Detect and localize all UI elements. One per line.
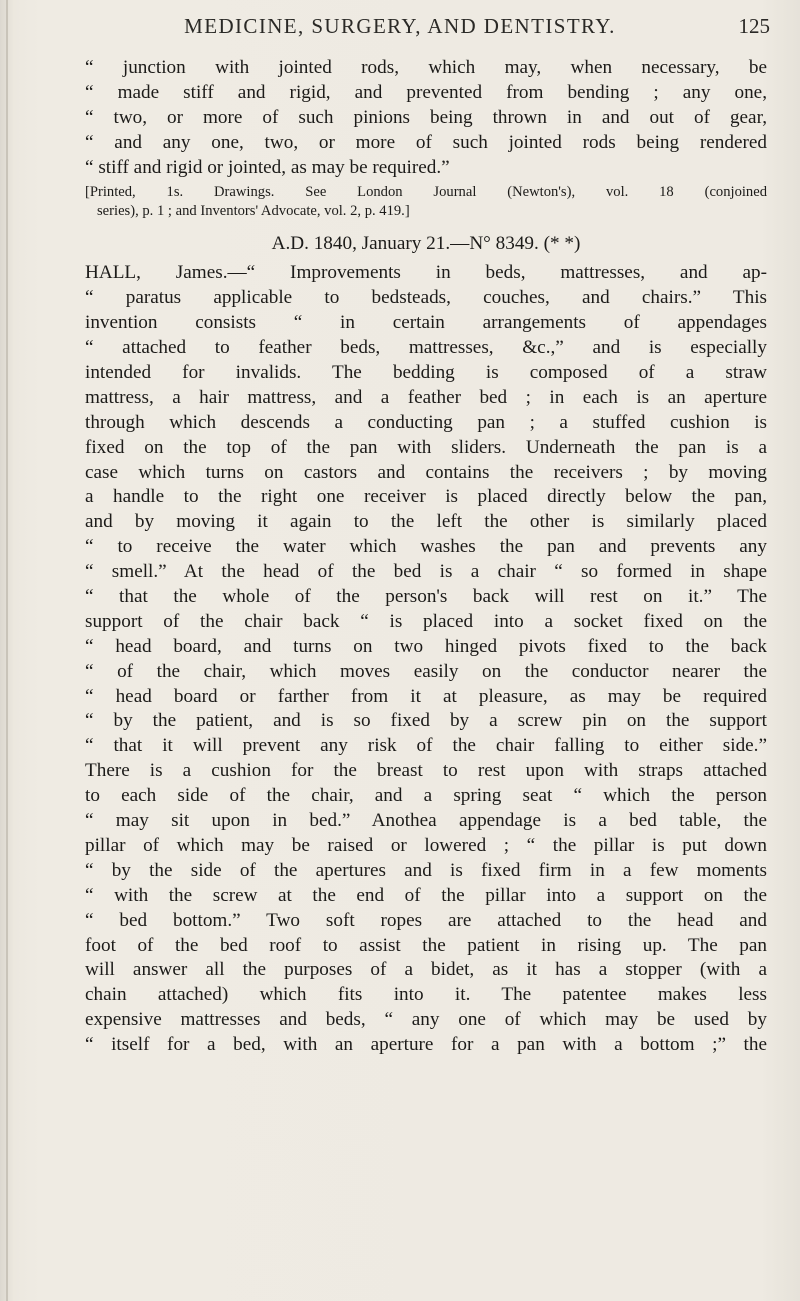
text-line: chain attached) which fits into it. The patentee makes less (85, 984, 767, 1006)
text-line: mattress, a hair mattress, and a feather bed ; in each is an aperture (85, 386, 767, 408)
running-head: MEDICINE, SURGERY, AND DENTISTRY. (184, 14, 616, 38)
text-line: support of the chair back “ is placed into a socket fixed on the (85, 610, 767, 632)
page-number: 125 (738, 14, 770, 38)
text-line: “ with the screw at the end of the pillar into a support on the (85, 884, 767, 906)
text-line: through which descends a conducting pan ; a stuffed cushion is (85, 411, 767, 433)
binding-gutter (6, 0, 8, 1301)
text-line: “ two, or more of such pinions being thrown in and out of gear, (85, 106, 767, 128)
entry-heading: A.D. 1840, January 21.—N° 8349. (* *) (271, 233, 581, 255)
text-line: “ by the patient, and is so fixed by a screw pin on the support (85, 710, 767, 732)
text-line: There is a cushion for the breast to rest upon with straps attached (85, 760, 767, 782)
text-line: “ attached to feather beds, mattresses, &c.,” and is especially (85, 337, 767, 359)
text-line: and by moving it again to the left the other is similarly placed (85, 511, 767, 533)
text-line: “ that it will prevent any risk of the chair falling to either side.” (85, 735, 767, 757)
entry-body (85, 261, 767, 1058)
page-header (0, 14, 800, 44)
text-line: “ itself for a bed, with an aperture for a pan with a bottom ;” the (85, 1034, 767, 1056)
text-line: will answer all the purposes of a bidet, as it has a stopper (with a (85, 959, 767, 981)
text-line: case which turns on castors and contains the receivers ; by moving (85, 461, 767, 483)
text-line: “ made stiff and rigid, and prevented from bending ; any one, (85, 81, 767, 103)
bibliographic-note (85, 183, 767, 221)
text-line: fixed on the top of the pan with sliders. Underneath the pan is a (85, 436, 767, 458)
text-line: “ smell.” At the head of the bed is a chair “ so formed in shape (85, 561, 767, 583)
text-line: “ stiff and rigid or jointed, as may be required.” (85, 156, 450, 178)
text-block (85, 56, 767, 1058)
text-line: a handle to the right one receiver is placed directly below the pan, (85, 486, 767, 508)
text-line: “ junction with jointed rods, which may, when necessary, be (85, 57, 767, 78)
text-line: “ paratus applicable to bedsteads, couches, and chairs.” This (85, 287, 767, 309)
text-line: “ may sit upon in bed.” Anothea appendage is a bed table, the (85, 810, 767, 832)
text-line: intended for invalids. The bedding is composed of a straw (85, 362, 767, 384)
note-line: [Printed, 1s. Drawings. See London Journal (Newton's), vol. 18 (conjoined (85, 184, 767, 201)
text-line: HALL, James.—“ Improvements in beds, mattresses, and ap- (85, 262, 767, 284)
text-line: pillar of which may be raised or lowered ; “ the pillar is put down (85, 834, 767, 856)
text-line: foot of the bed roof to assist the patient in rising up. The pan (85, 934, 767, 956)
text-line: “ of the chair, which moves easily on the conductor nearer the (85, 660, 767, 682)
text-line: “ bed bottom.” Two soft ropes are attached to the head and (85, 909, 767, 931)
text-line: “ head board, and turns on two hinged pivots fixed to the back (85, 635, 767, 657)
note-line: series), p. 1 ; and Inventors' Advocate, vol. 2, p. 419.] (97, 203, 410, 220)
text-line: expensive mattresses and beds, “ any one of which may be used by (85, 1009, 767, 1031)
text-line: “ head board or farther from it at pleasure, as may be required (85, 685, 767, 707)
text-line: “ and any one, two, or more of such jointed rods being rendered (85, 131, 767, 153)
text-line: “ to receive the water which washes the pan and prevents any (85, 536, 767, 558)
text-line: “ by the side of the apertures and is fixed firm in a few moments (85, 859, 767, 881)
text-line: invention consists “ in certain arrangements of appendages (85, 312, 767, 334)
continuation-paragraph (85, 56, 767, 180)
text-line: to each side of the chair, and a spring seat “ which the person (85, 785, 767, 807)
text-line: “ that the whole of the person's back will rest on it.” The (85, 586, 767, 608)
